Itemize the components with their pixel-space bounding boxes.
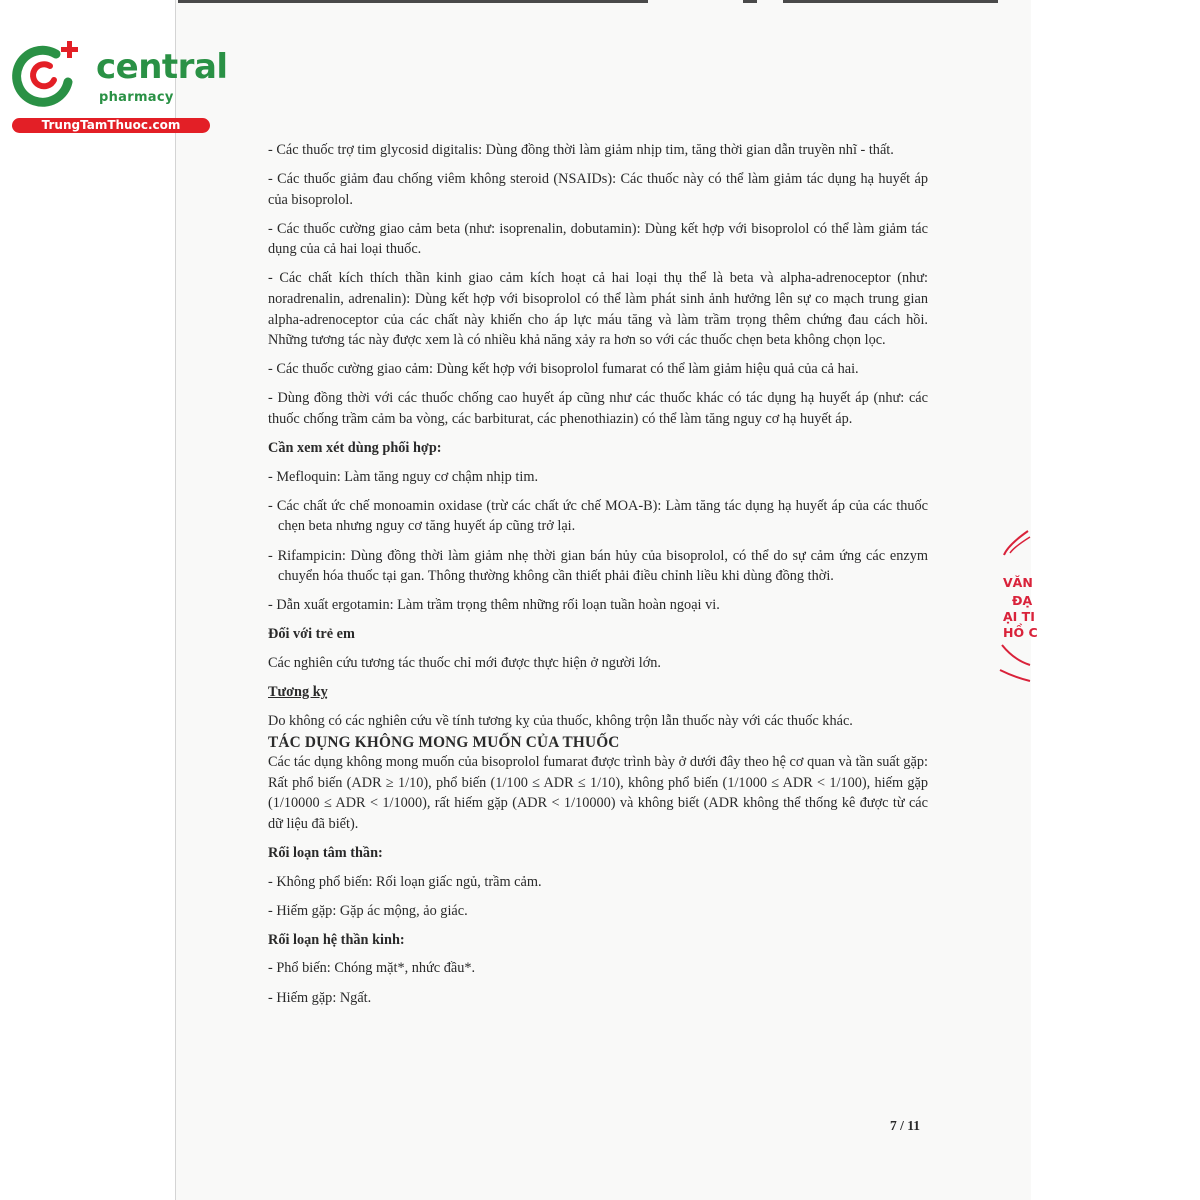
list-item: - Hiếm gặp: Gặp ác mộng, ảo giác. xyxy=(268,902,468,919)
stamp-text: HỒ C xyxy=(1003,625,1038,640)
list-item: - Phổ biến: Chóng mặt*, nhức đầu*. xyxy=(268,960,476,977)
paragraph: - Các thuốc cường giao cảm: Dùng kết hợp với bisoprolol fumarat có thể làm giảm hiệu quả của cả hai. xyxy=(268,361,859,378)
brand-url[interactable]: TrungTamThuoc.com xyxy=(12,118,210,133)
paragraph: Các tác dụng không mong muốn của bisoprolol fumarat được trình bày ở dưới đây theo hệ cơ quan và tần suất gặp: Rất phổ biến (ADR ≥ 1/10), phổ biến (1/100 ≤ ADR ≤ 1/10), không phổ biến (1/1000 ≤ ADR < 1/100), hiếm gặp (1/10000 ≤ ADR < 1/1000), rất hiếm gặp (ADR < 1/10000) và không biết (ADR không thể thống kê được từ các dữ liệu đã biết). xyxy=(268,754,928,832)
paragraph: - Dùng đồng thời với các thuốc chống cao huyết áp cũng như các thuốc khác có tác dụng hạ huyết áp (như: các thuốc chống trầm cảm ba vòng, các barbiturat, các phenothiazin) có thể làm tăng nguy cơ hạ huyết áp. xyxy=(268,390,928,428)
underlined-heading-text: Tương kỵ xyxy=(268,683,328,700)
list-item: - Rifampicin: Dùng đồng thời làm giảm nhẹ thời gian bán hủy của bisoprolol, có thể do sự cảm ứng các enzym chuyển hóa thuốc tại gan. Thông thường không cần thiết phải điều chỉnh liều khi dùng đồng thời. xyxy=(268,547,928,585)
paragraph: - Các thuốc trợ tim glycosid digitalis: Dùng đồng thời làm giảm nhịp tim, tăng thời gian dẫn truyền nhĩ - thất. xyxy=(268,142,894,158)
stamp-text: ẠI TI xyxy=(1003,609,1035,624)
list-item: - Mefloquin: Làm tăng nguy cơ chậm nhịp tim. xyxy=(268,468,539,485)
paragraph: - Các chất kích thích thần kinh giao cảm kích hoạt cả hai loại thụ thể là beta và alpha-adrenoceptor (như: noradrenalin, adrenalin): Dùng kết hợp với bisoprolol có thể làm phát sinh ảnh hưởng lên sự co mạch trung gian alpha-adrenoceptor của các chất này khiến cho áp lực máu tăng và làm trầm trọng thêm chứng đau cách hồi. Những tương tác này được xem là có nhiều khả năng xảy ra hơn so với các thuốc chẹn beta không chọn lọc. xyxy=(268,270,928,349)
list-item: - Các chất ức chế monoamin oxidase (trừ các chất ức chế MOA-B): Làm tăng tác dụng hạ huyết áp của các thuốc chẹn beta nhưng nguy cơ tăng huyết áp cũng trở lại. xyxy=(268,497,928,535)
list-item: - Hiếm gặp: Ngất. xyxy=(268,989,372,1006)
paragraph: - Các thuốc giảm đau chống viêm không steroid (NSAIDs): Các thuốc này có thể làm giảm tác dụng hạ huyết áp của bisoprolol. xyxy=(268,171,928,208)
paragraph: Do không có các nghiên cứu về tính tương kỵ của thuốc, không trộn lẫn thuốc này với các thuốc khác. xyxy=(268,712,853,729)
list-item: - Dẫn xuất ergotamin: Làm trầm trọng thêm những rối loạn tuần hoàn ngoại vi. xyxy=(268,597,720,614)
section-heading: Cần xem xét dùng phối hợp: xyxy=(268,440,442,457)
pharmacy-cross-icon xyxy=(10,38,82,110)
section-heading xyxy=(268,682,928,703)
stamp-text: ĐẠ xyxy=(1012,593,1033,608)
brand-logo[interactable] xyxy=(10,38,228,138)
scan-edge xyxy=(783,0,998,3)
paragraph: Các nghiên cứu tương tác thuốc chỉ mới được thực hiện ở người lớn. xyxy=(268,654,661,671)
official-stamp xyxy=(990,525,1038,690)
paragraph: - Các thuốc cường giao cảm beta (như: isoprenalin, dobutamin): Dùng kết hợp với bisoprolol có thể làm giảm tác dụng của cả hai loại thuốc. xyxy=(268,220,928,258)
document-body xyxy=(268,140,928,1017)
brand-subtitle: pharmacy xyxy=(99,90,174,105)
section-title: TÁC DỤNG KHÔNG MONG MUỐN CỦA THUỐC xyxy=(268,734,620,752)
section-heading: Rối loạn tâm thần: xyxy=(268,845,383,862)
section-heading: Rối loạn hệ thần kinh: xyxy=(268,931,405,948)
brand-name: central xyxy=(96,47,228,87)
section-heading: Đối với trẻ em xyxy=(268,626,355,643)
scan-edge xyxy=(743,0,757,3)
page-number: 7 / 11 xyxy=(890,1118,921,1133)
list-item: - Không phổ biến: Rối loạn giấc ngủ, trầm cảm. xyxy=(268,873,542,890)
stamp-text: VĂN xyxy=(1003,575,1033,590)
scan-edge xyxy=(178,0,648,3)
